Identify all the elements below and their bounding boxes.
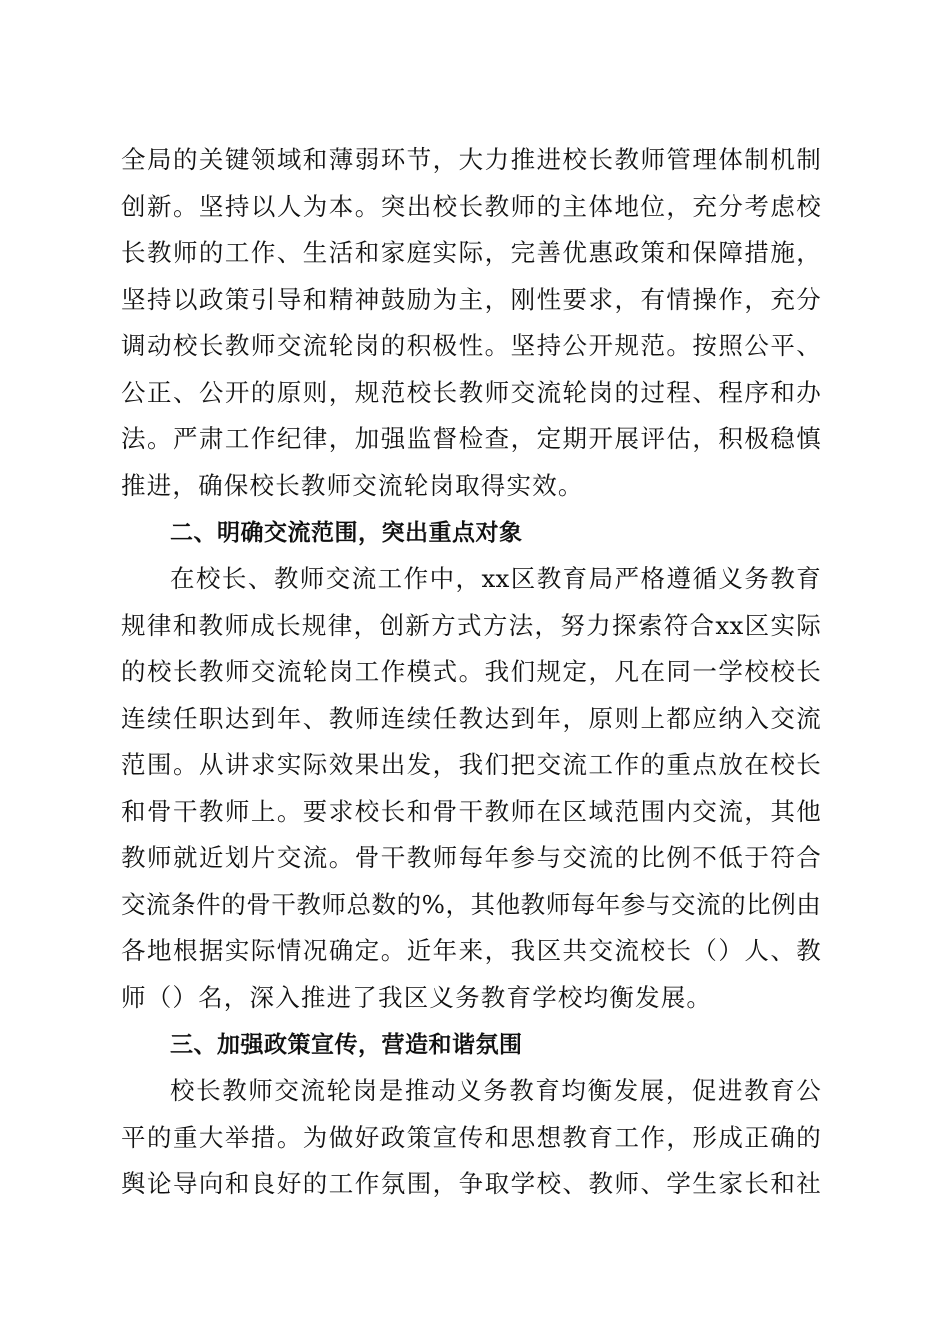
paragraph-line: 教师就近划片交流。骨干教师每年参与交流的比例不低于符合 bbox=[121, 843, 821, 872]
paragraph-line: 范围。从讲求实际效果出发，我们把交流工作的重点放在校长 bbox=[121, 750, 821, 779]
paragraph-line: 长教师的工作、生活和家庭实际，完善优惠政策和保障措施， bbox=[121, 238, 821, 267]
paragraph-line: 规律和教师成长规律，创新方式方法，努力探索符合xx区实际 bbox=[121, 611, 821, 640]
paragraph-line: 平的重大举措。为做好政策宣传和思想教育工作，形成正确的 bbox=[121, 1123, 821, 1152]
section-heading: 三、加强政策宣传，营造和谐氛围 bbox=[170, 1032, 523, 1058]
paragraph-line: 的校长教师交流轮岗工作模式。我们规定，凡在同一学校校长 bbox=[121, 657, 821, 686]
section-heading: 二、明确交流范围，突出重点对象 bbox=[170, 520, 523, 546]
paragraph-line: 各地根据实际情况确定。近年来，我区共交流校长（）人、教 bbox=[121, 936, 821, 965]
paragraph-line: 交流条件的骨干教师总数的%，其他教师每年参与交流的比例由 bbox=[121, 890, 821, 919]
paragraph-line: 全局的关键领域和薄弱环节，大力推进校长教师管理体制机制 bbox=[121, 145, 821, 174]
paragraph-line: 推进，确保校长教师交流轮岗取得实效。 bbox=[121, 471, 584, 500]
paragraph-line: 舆论导向和良好的工作氛围，争取学校、教师、学生家长和社 bbox=[121, 1169, 821, 1198]
paragraph-line: 公正、公开的原则，规范校长教师交流轮岗的过程、程序和办 bbox=[121, 378, 821, 407]
paragraph-line: 连续任职达到年、教师连续任教达到年，原则上都应纳入交流 bbox=[121, 704, 821, 733]
paragraph-line: 创新。坚持以人为本。突出校长教师的主体地位，充分考虑校 bbox=[121, 192, 821, 221]
paragraph-line: 校长教师交流轮岗是推动义务教育均衡发展，促进教育公 bbox=[170, 1076, 821, 1105]
paragraph-line: 坚持以政策引导和精神鼓励为主，刚性要求，有情操作，充分 bbox=[121, 285, 821, 314]
paragraph-line: 在校长、教师交流工作中，xx区教育局严格遵循义务教育 bbox=[170, 564, 821, 593]
paragraph-line: 调动校长教师交流轮岗的积极性。坚持公开规范。按照公平、 bbox=[121, 331, 821, 360]
paragraph-line: 和骨干教师上。要求校长和骨干教师在区域范围内交流，其他 bbox=[121, 797, 821, 826]
paragraph-line: 法。严肃工作纪律，加强监督检查，定期开展评估，积极稳慎 bbox=[121, 424, 821, 453]
paragraph-line: 师（）名，深入推进了我区义务教育学校均衡发展。 bbox=[121, 983, 713, 1012]
